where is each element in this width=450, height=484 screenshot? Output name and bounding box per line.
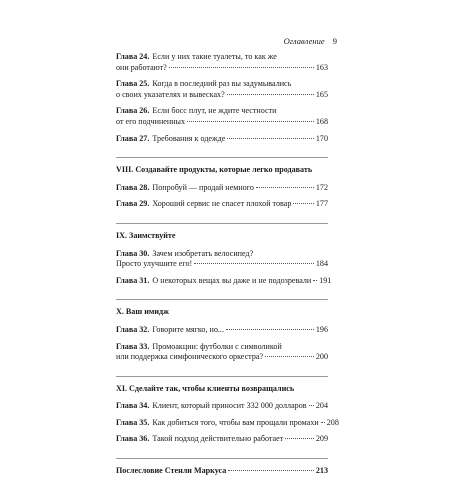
entry-page-number: 196 (315, 324, 328, 334)
entry-title: от его подчиненных (116, 116, 186, 126)
entry-line (116, 249, 328, 260)
section-title: X. Ваш имидж (116, 307, 169, 317)
dot-leader (226, 329, 314, 330)
entry-line (116, 90, 328, 101)
entry-line (116, 106, 328, 117)
toc-section (116, 383, 339, 459)
chapter-label: Глава 24. (116, 52, 150, 61)
chapter-label: Глава 27. (116, 133, 150, 143)
entry-page-number: 191 (319, 275, 332, 285)
entry-title: Когда в последний раз вы задумывались (152, 79, 292, 89)
entry-line (116, 199, 328, 210)
toc-section (116, 52, 328, 158)
entry-title: О некоторых вещах вы даже и не подозревали (152, 275, 312, 285)
entry-line (116, 259, 328, 270)
entry-page-number: 209 (315, 434, 328, 444)
entry-page-number: 172 (315, 182, 328, 192)
entry-title: Клиент, который приносит 332 000 долларов (152, 401, 307, 411)
entry-title: или поддержка симфонического оркестра? (116, 352, 264, 362)
entry-title: Если босс плут, не ждите честности (152, 106, 277, 116)
toc-entry (116, 52, 328, 73)
entry-line (116, 325, 328, 336)
afterword-title: Послесловие Стенли Маркуса (116, 466, 227, 476)
section-title: VIII. Создавайте продукты, которые легко продавать (116, 165, 313, 175)
dot-leader (227, 94, 314, 95)
entry-page-number: 208 (326, 417, 339, 427)
toc-section (116, 230, 332, 300)
entry-line (116, 434, 328, 445)
section-title: XI. Сделайте так, чтобы клиенты возвращались (116, 383, 295, 393)
entry-title: Говорите мягко, но... (152, 324, 224, 334)
dot-leader (227, 138, 314, 139)
entry-title: Просто улучшите его! (116, 259, 193, 269)
entry-page-number: 170 (315, 133, 328, 143)
toc-afterword (116, 466, 328, 484)
entry-page-number: 177 (315, 199, 328, 209)
toc-entry (116, 401, 328, 412)
entry-title: Требования к одежде (152, 133, 226, 143)
toc-entry (116, 134, 328, 145)
chapter-label: Глава 33. (116, 341, 150, 351)
chapter-label: Глава 30. (116, 248, 150, 258)
toc-entry (116, 342, 328, 363)
entry-line (116, 63, 328, 74)
chapter-label: Глава 26. (116, 106, 150, 116)
chapter-label: Глава 32. (116, 324, 150, 334)
chapter-label: Глава 34. (116, 401, 150, 411)
entry-title: Как добиться того, чтобы вам прощали промахи (152, 417, 319, 427)
entry-page-number: 200 (315, 352, 328, 362)
chapter-label: Глава 36. (116, 434, 150, 444)
entry-line (116, 117, 328, 128)
chapter-label: Глава 31. (116, 275, 150, 285)
toc-entry (116, 183, 328, 194)
entry-line (116, 352, 328, 363)
dot-leader (228, 470, 314, 471)
dot-leader (309, 405, 314, 406)
entry-line (116, 401, 328, 412)
page-number: 9 (332, 36, 337, 46)
chapter-label: Глава 25. (116, 79, 150, 89)
entry-title: Зачем изобретать велосипед? (152, 248, 254, 258)
chapter-label: Глава 35. (116, 417, 150, 427)
toc-entry (116, 275, 332, 287)
toc-section (116, 307, 328, 376)
toc-entry (116, 249, 328, 270)
dot-leader (285, 438, 314, 439)
entry-page-number: 184 (315, 259, 328, 269)
dot-leader (169, 67, 314, 68)
dot-leader (321, 422, 325, 423)
entry-title: Если у них такие туалеты, то как же (152, 52, 277, 61)
entry-line (116, 417, 339, 429)
toc-entry (116, 199, 328, 210)
toc-entry (116, 79, 328, 100)
toc-section (116, 165, 328, 224)
chapter-label: Глава 29. (116, 199, 150, 209)
running-header-title: Оглавление (283, 36, 325, 46)
toc-entry (116, 325, 328, 336)
entry-title: Промоакции: футболки с символикой (152, 341, 282, 351)
entry-page-number: 168 (315, 116, 328, 126)
entry-line (116, 134, 328, 145)
dot-leader (187, 121, 314, 122)
entry-line (116, 183, 328, 194)
afterword-page-number: 213 (315, 466, 328, 476)
dot-leader (313, 280, 317, 281)
toc-entry (116, 106, 328, 127)
entry-line (116, 275, 332, 287)
dot-leader (293, 203, 313, 204)
entry-line (116, 79, 328, 90)
entry-page-number: 165 (315, 89, 328, 99)
toc-entry (116, 434, 328, 445)
table-of-contents (116, 52, 339, 484)
entry-title: Попробуй — продай немного (152, 182, 254, 192)
entry-page-number: 163 (315, 62, 328, 72)
entry-page-number: 204 (315, 401, 328, 411)
entry-title: Хороший сервис не спасет плохой товар (152, 199, 292, 209)
entry-line (116, 342, 328, 353)
entry-line (116, 52, 328, 63)
entry-title: они работают? (116, 62, 167, 72)
entry-title: о своих указателях и вывесках? (116, 89, 225, 99)
entry-title: Такой подход действительно работает (152, 434, 284, 444)
section-title: IX. Заимствуйте (116, 230, 176, 240)
toc-entry (116, 417, 339, 429)
chapter-label: Глава 28. (116, 182, 150, 192)
dot-leader (256, 187, 314, 188)
dot-leader (265, 356, 314, 357)
entry-line (116, 466, 328, 477)
running-header (284, 36, 337, 46)
dot-leader (194, 263, 314, 264)
